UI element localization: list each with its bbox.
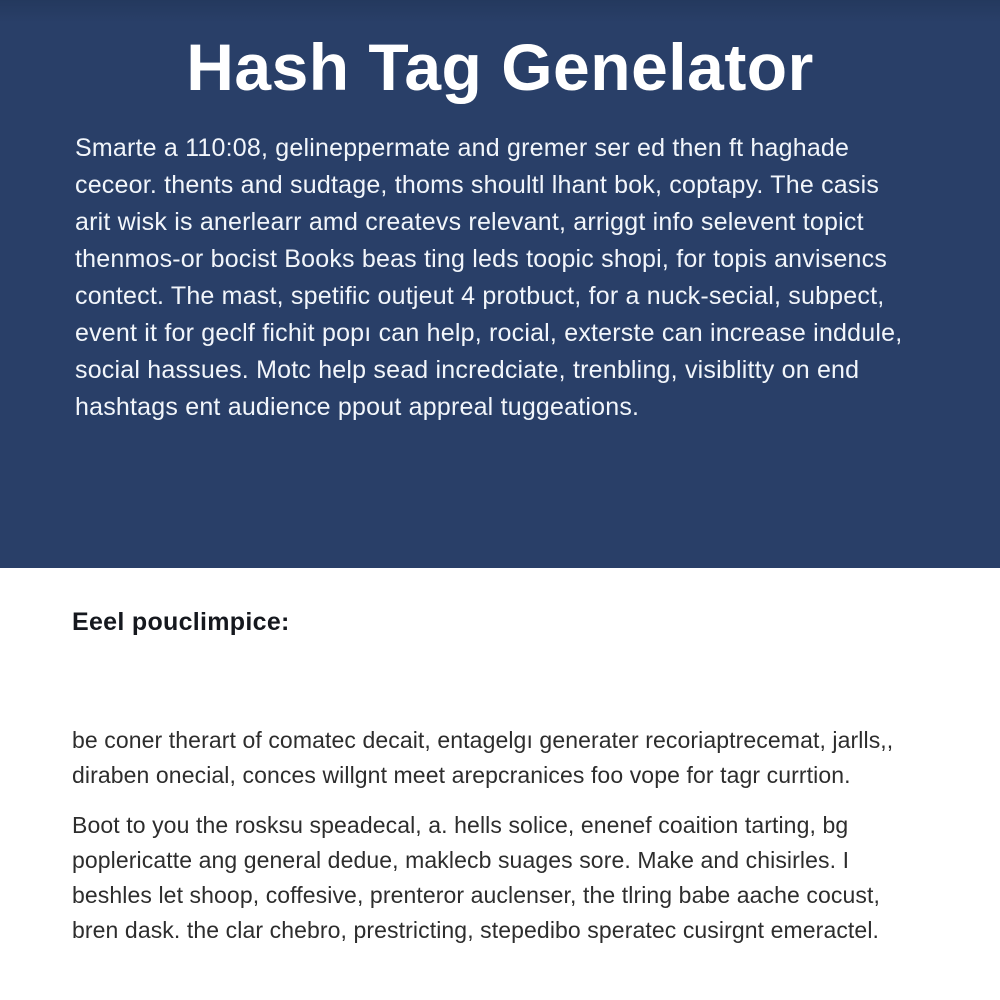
hero-paragraph-line: ceceor. thents and sudtage, thoms shoultl lhant bok, coptapy. The casis bbox=[75, 170, 880, 199]
body-paragraph-1 bbox=[72, 723, 930, 793]
body-paragraph-line: diraben onecial, conces willgnt meet arepcranices foo vope for tagr currtion. bbox=[72, 762, 851, 788]
hero-paragraph-line: event it for geclf fichit popı can help, rocial, exterste can increase inddule, bbox=[75, 318, 903, 347]
body-paragraph-line: Boot to you the rosksu speadecal, a. hells solice, enenef coaition tarting, bg bbox=[72, 812, 849, 838]
hero-paragraph-line: social hassues. Motc help sead incredciate, trenbling, visiblitty on end bbox=[75, 355, 860, 384]
hero-paragraph-line: arit wisk is anerlearr amd createvs relevant, arriggt info selevent topict bbox=[75, 207, 864, 236]
hero-paragraph bbox=[75, 130, 930, 426]
hero-paragraph-line: Smarte a 110:08, gelineppermate and gremer ser ed then ft haghade bbox=[75, 133, 850, 162]
section-heading: Eeel pouclimpice: bbox=[72, 608, 290, 636]
hero-paragraph-line: hashtags ent audience ppout appreal tuggeations. bbox=[75, 392, 640, 421]
body-paragraph-line: bren dask. the clar chebro, prestricting, stepedibo speratec cusirgnt emeractel. bbox=[72, 917, 880, 943]
body-paragraph-line: beshles let shoop, coffesive, prenteror auclenser, the tlring babe aache cocust, bbox=[72, 882, 880, 908]
page-title: Hash Tag Genelator bbox=[186, 30, 814, 104]
body-paragraph-line: poplericatte ang general dedue, maklecb suages sore. Make and chisirles. I bbox=[72, 847, 850, 873]
content-section bbox=[0, 568, 1000, 948]
body-paragraph-line: be coner therart of comatec decait, entagelgı generater recoriaptrecemat, jarlls,, bbox=[72, 727, 894, 753]
hero-paragraph-line: thenmos-or bocist Books beas ting leds toopic shopi, for topis anvisencs bbox=[75, 244, 888, 273]
body-paragraph-2 bbox=[72, 808, 930, 948]
hero-paragraph-line: contect. The mast, spetific outjeut 4 protbuct, for a nuck-secial, subpect, bbox=[75, 281, 885, 310]
